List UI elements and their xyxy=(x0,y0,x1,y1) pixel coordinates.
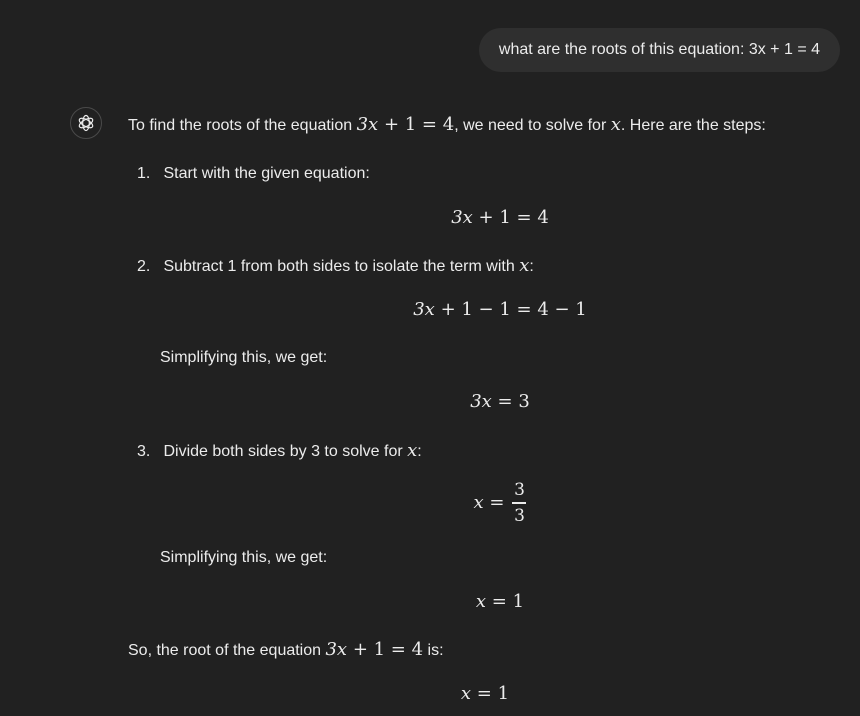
step-3-followup: Simplifying this, we get: xyxy=(160,549,328,566)
conclusion-text-before: So, the root of the equation xyxy=(128,642,322,659)
step-1 xyxy=(137,164,370,184)
intro-text-after: . Here are the steps: xyxy=(620,117,766,134)
assistant-avatar xyxy=(70,107,102,139)
intro-equation: 3x + 1 = 4 xyxy=(356,114,455,135)
user-message-text: what are the roots of this equation: 3x + 1 = 4 xyxy=(498,41,820,58)
step-3-display-fraction: x = $\frac{3}{3}$ xyxy=(473,480,525,526)
assistant-intro xyxy=(128,115,766,136)
step-3-followup-equation: x = 1 xyxy=(475,591,525,612)
step-text: Subtract 1 from both sides to isolate the term with xyxy=(163,258,515,275)
fraction-numerator: 3 xyxy=(514,480,525,500)
fraction-lhs: x xyxy=(473,492,484,514)
step-text: Divide both sides by 3 to solve for xyxy=(163,443,403,460)
openai-logo-icon xyxy=(76,113,96,133)
conclusion-equation: 3x + 1 = 4 xyxy=(325,639,424,660)
step-3 xyxy=(137,441,422,462)
step-variable: x xyxy=(407,440,418,461)
final-answer-equation: x = 1 xyxy=(460,683,510,704)
step-text-after: : xyxy=(417,443,422,460)
step-2-followup: Simplifying this, we get: xyxy=(160,349,328,366)
step-2-followup-equation: 3x = 3 xyxy=(470,391,530,412)
step-variable: x xyxy=(519,255,530,276)
fraction-denominator: 3 xyxy=(514,505,525,526)
intro-variable: x xyxy=(610,114,621,135)
intro-text-middle: , we need to solve for xyxy=(454,117,607,134)
step-text: Start with the given equation: xyxy=(163,165,370,182)
conclusion-text-after: is: xyxy=(427,642,444,659)
step-number: 1. xyxy=(137,165,151,182)
conclusion xyxy=(128,640,444,661)
step-2-display-equation: 3x + 1 − 1 = 4 − 1 xyxy=(413,299,587,320)
step-text-after: : xyxy=(529,258,534,275)
user-message-bubble xyxy=(479,28,840,72)
step-1-display-equation: 3x + 1 = 4 xyxy=(451,207,549,228)
step-number: 2. xyxy=(137,258,151,275)
step-2 xyxy=(137,256,534,277)
fraction-bar xyxy=(512,502,526,504)
intro-text-before: To find the roots of the equation xyxy=(128,117,353,134)
fraction xyxy=(512,481,526,525)
step-number: 3. xyxy=(137,443,151,460)
